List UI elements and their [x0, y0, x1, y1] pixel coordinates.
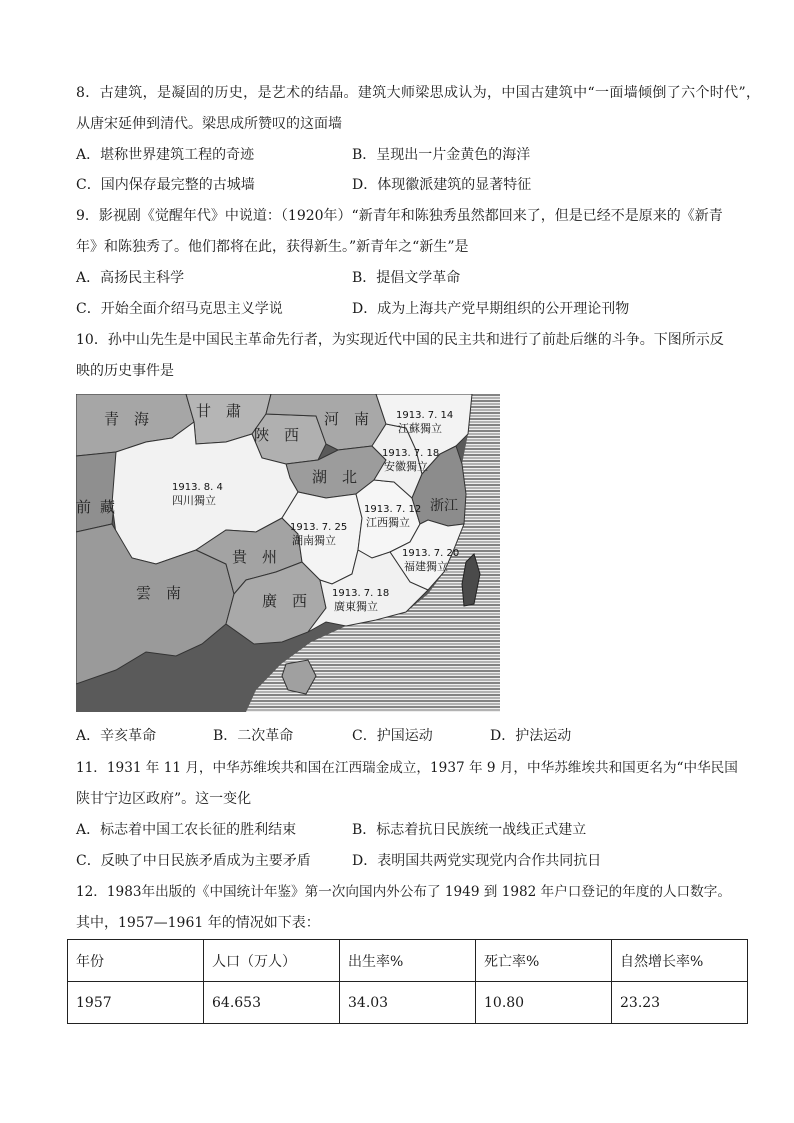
q11-stem-line-2: 陕甘宁边区政府”。这一变化 — [76, 791, 252, 807]
tibet-region — [76, 452, 116, 532]
table-cell: 1957 — [68, 982, 204, 1024]
event-jiangxi-date: 1913. 7. 12 — [364, 504, 422, 515]
q8-option-d: D．体现徽派建筑的显著特征 — [352, 177, 532, 193]
q8-option-b: B．呈现出一片金黄色的海洋 — [352, 147, 531, 163]
q12-stem-line-2: 其中，1957—1961 年的情况如下表： — [76, 915, 320, 931]
q12-stem-line-1: 12．1983年出版的《中国统计年鉴》第一次向国内外公布了 1949 到 1982 年户口登记的年度的人口数字。 — [76, 884, 731, 900]
table-header-cell: 人口（万人） — [204, 940, 340, 982]
q10-option-d: D．护法运动 — [490, 728, 572, 744]
table-row — [68, 982, 748, 1024]
event-sichuan-date: 1913. 8. 4 — [172, 482, 223, 493]
q9-option-d: D．成为上海共产党早期组织的公开理论刊物 — [352, 301, 630, 317]
event-jiangxi-label: 江西獨立 — [366, 516, 410, 529]
q11-option-c: C．反映了中日民族矛盾成为主要矛盾 — [76, 853, 311, 869]
table-header-cell: 自然增长率% — [612, 940, 748, 982]
table-cell: 64.653 — [204, 982, 340, 1024]
province-label-shaanxi: 陜 西 — [254, 426, 300, 444]
q8-stem-line-2: 从唐宋延伸到清代。梁思成所赞叹的这面墙 — [76, 116, 342, 132]
event-hunan-label: 湖南獨立 — [292, 534, 336, 547]
q10-option-c: C．护国运动 — [352, 728, 433, 744]
event-jiangsu-label: 江蘇獨立 — [398, 422, 442, 435]
q10-stem-line-1: 10．孙中山先生是中国民主革命先行者，为实现近代中国的民主共和进行了前赴后继的斗争。下图所示反 — [76, 332, 724, 348]
q11-option-d: D．表明国共两党实现党内合作共同抗日 — [352, 853, 602, 869]
event-anhui-date: 1913. 7. 18 — [382, 448, 440, 459]
q10-stem-line-2: 映的历史事件是 — [76, 363, 174, 379]
q11-stem-line-1: 11．1931 年 11 月，中华苏维埃共和国在江西瑞金成立，1937 年 9 月，中华苏维埃共和国更名为“中华民国 — [76, 760, 738, 776]
q10-option-b: B．二次革命 — [213, 728, 294, 744]
event-sichuan-label: 四川獨立 — [172, 494, 216, 507]
event-anhui-label: 安徽獨立 — [384, 460, 428, 473]
province-label-henan: 河 南 — [324, 410, 370, 428]
q9-option-b: B．提倡文学革命 — [352, 270, 461, 286]
table-cell: 23.23 — [612, 982, 748, 1024]
event-hunan-date: 1913. 7. 25 — [290, 522, 348, 533]
event-fujian-date: 1913. 7. 20 — [402, 548, 460, 559]
table-header-cell: 年份 — [68, 940, 204, 982]
province-label-gansu: 甘 肅 — [196, 402, 242, 420]
province-label-zhejiang: 浙江 — [430, 498, 458, 514]
q11-option-b: B．标志着抗日民族统一战线正式建立 — [352, 822, 587, 838]
event-fujian-label: 福建獨立 — [404, 560, 448, 573]
table-header-cell: 出生率% — [340, 940, 476, 982]
province-label-qinghai: 青 海 — [104, 410, 150, 428]
province-label-tibet: 藏 — [100, 498, 116, 516]
q10-option-a: A．辛亥革命 — [76, 728, 157, 744]
province-label-guizhou: 貴 州 — [232, 548, 278, 566]
event-jiangsu-date: 1913. 7. 14 — [396, 410, 454, 421]
province-label-yunnan: 雲 南 — [136, 584, 182, 602]
event-guangdong-date: 1913. 7. 18 — [332, 588, 390, 599]
q8-option-a: A．堪称世界建筑工程的奇迹 — [76, 147, 255, 163]
population-table — [67, 939, 748, 1024]
province-label-hubei: 湖 北 — [312, 468, 358, 486]
q8-option-c: C．国内保存最完整的古城墙 — [76, 177, 255, 193]
q11-option-a: A．标志着中国工农长征的胜利结束 — [76, 822, 297, 838]
second-revolution-map — [76, 394, 500, 712]
table-header-cell: 死亡率% — [476, 940, 612, 982]
table-header-row — [68, 940, 748, 982]
table-cell: 34.03 — [340, 982, 476, 1024]
q8-stem-line-1: 8．古建筑，是凝固的历史，是艺术的结晶。建筑大师梁思成认为，中国古建筑中“一面墙倾倒了六个时代”， — [76, 85, 761, 101]
q9-stem-line-1: 9．影视剧《觉醒年代》中说道：（1920年）“新青年和陈独秀虽然都回来了，但是已经不是原来的《新青 — [76, 208, 723, 224]
province-label-front: 前 — [76, 498, 92, 516]
table-cell: 10.80 — [476, 982, 612, 1024]
q9-stem-line-2: 年》和陈独秀了。他们都将在此，获得新生。”新青年之“新生”是 — [76, 239, 469, 255]
province-label-guangxi: 廣 西 — [262, 592, 308, 610]
event-guangdong-label: 廣東獨立 — [334, 600, 378, 613]
q9-option-a: A．高扬民主科学 — [76, 270, 185, 286]
q9-option-c: C．开始全面介绍马克思主义学说 — [76, 301, 283, 317]
